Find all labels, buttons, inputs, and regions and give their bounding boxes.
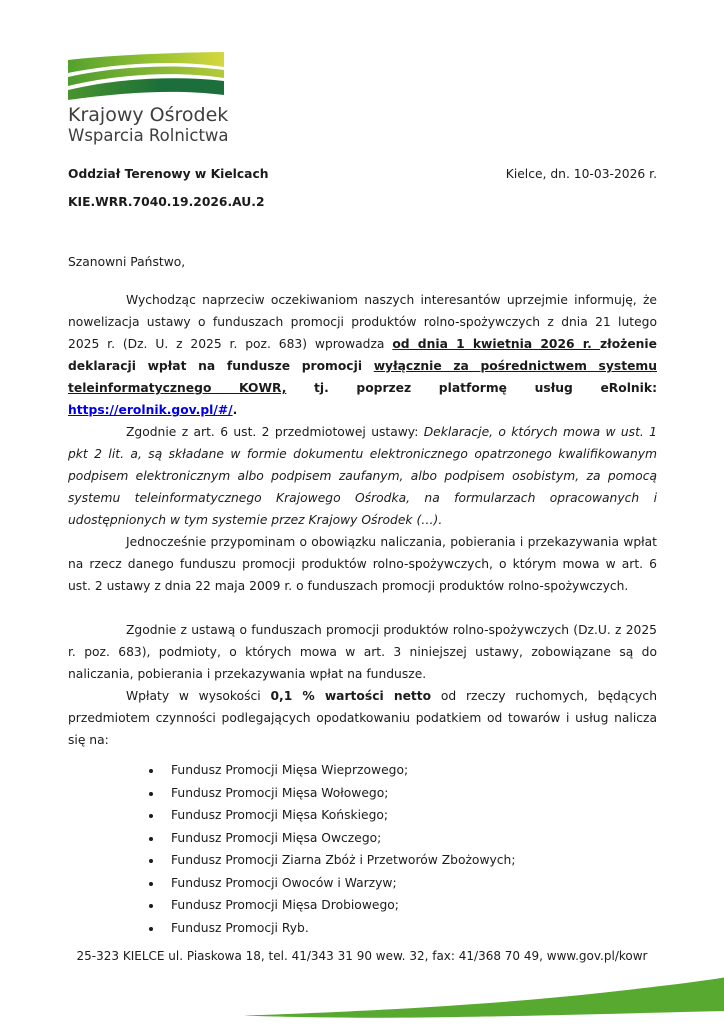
- list-item: • Fundusz Promocji Mięsa Drobiowego;: [163, 894, 657, 917]
- bold-underline-run: wyłącznie za pośrednictwem systemu teleinformatycznego KOWR,: [68, 359, 657, 395]
- letter-date: Kielce, dn. 10-03-2026 r.: [505, 167, 657, 181]
- text-run: Zgodnie z art. 6 ust. 2 przedmiotowej ustawy:: [126, 425, 424, 439]
- funds-list: [68, 759, 657, 939]
- bold-run: złożenie deklaracji wpłat na fundusze promocji: [68, 337, 657, 373]
- text-run: od rzeczy ruchomych, będących przedmiotem czynności podlegających opodatkowaniu podatkiem od towarów i usług nalicza się na:: [68, 689, 657, 747]
- paragraph-reminder: Jednocześnie przypominam o obowiązku naliczania, pobierania i przekazywania wpłat na rzecz danego funduszu promocji produktów rolno-spożywczych, o którym mowa w art. 6 ust. 2 ustawy z dnia 22 maja 2009 r. o funduszach promocji produktów rolno-spożywczych.: [68, 535, 657, 593]
- paragraph-announcement: [68, 289, 657, 421]
- footer-swoosh-graphic: [0, 975, 724, 1024]
- logo-org-name-line1: Krajowy Ośrodek: [68, 104, 229, 126]
- paragraph-rates: [68, 685, 657, 751]
- list-item: • Fundusz Promocji Mięsa Owczego;: [163, 827, 657, 850]
- logo-org-name-line2: Wsparcia Rolnictwa: [68, 126, 229, 145]
- list-item: • Fundusz Promocji Mięsa Wołowego;: [163, 782, 657, 805]
- bold-run: tj. poprzez platformę usług eRolnik:: [286, 381, 657, 395]
- bold-underline-run: od dnia 1 kwietnia 2026 r.: [392, 337, 601, 351]
- erolnik-link[interactable]: https://erolnik.gov.pl/#/: [68, 403, 233, 417]
- kowr-logo: [68, 52, 657, 145]
- branch-office-label: Oddział Terenowy w Kielcach: [68, 167, 269, 181]
- letterhead: [68, 52, 657, 209]
- bold-run: .: [232, 403, 238, 417]
- salutation: Szanowni Państwo,: [68, 255, 186, 269]
- header-row: [68, 167, 657, 181]
- kowr-logo-swoosh-icon: [68, 52, 224, 100]
- paragraph-legal-quote: [68, 421, 657, 531]
- reference-number: KIE.WRR.7040.19.2026.AU.2: [68, 195, 265, 209]
- list-item: • Fundusz Promocji Mięsa Końskiego;: [163, 804, 657, 827]
- letter-body: [68, 289, 657, 751]
- text-run: Wychodząc naprzeciw oczekiwaniom naszych interesantów uprzejmie informuję, że nowelizacja ustawy o funduszach promocji produktów rolno-spożywczych z dnia 21 lutego 2025 r. (Dz. U. z 2025 r. poz. 683) wprowadza: [68, 293, 657, 351]
- list-item: • Fundusz Promocji Ryb.: [163, 917, 657, 940]
- list-item: • Fundusz Promocji Ziarna Zbóż i Przetworów Zbożowych;: [163, 849, 657, 872]
- italic-quote-run: Deklaracje, o których mowa w ust. 1 pkt 2 lit. a, są składane w formie dokumentu elektronicznego opatrzonego kwalifikowanym podpisem elektronicznym albo podpisem zaufanym, albo podpisem osobistym, za pomocą systemu teleinformatycznego Krajowego Ośrodka, na formularzach opracowanych i udostępnionych w tym systemie przez Krajowy Ośrodek (…).: [68, 425, 657, 527]
- list-item: • Fundusz Promocji Owoców i Warzyw;: [163, 872, 657, 895]
- footer-address: 25-323 KIELCE ul. Piaskowa 18, tel. 41/343 31 90 wew. 32, fax: 41/368 70 49, www.gov.pl/kowr: [76, 949, 648, 963]
- bold-run: 0,1 % wartości netto: [270, 689, 432, 703]
- text-run: Wpłaty w wysokości: [126, 689, 271, 703]
- paragraph-obligation: Zgodnie z ustawą o funduszach promocji produktów rolno-spożywczych (Dz.U. z 2025 r. poz. 683), podmioty, o których mowa w art. 3 niniejszej ustawy, zobowiązane są do naliczania, pobierania i przekazywania wpłat na fundusze.: [68, 623, 657, 681]
- list-item: • Fundusz Promocji Mięsa Wieprzowego;: [163, 759, 657, 782]
